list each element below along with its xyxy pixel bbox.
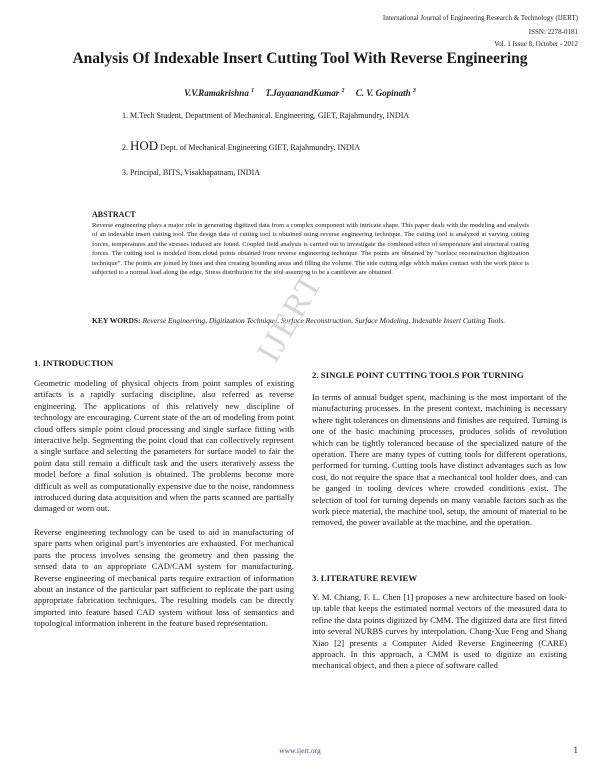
footer-url[interactable]: www.ijert.org (279, 746, 321, 755)
author-3: C. V. Gopinath $^3$ (355, 88, 416, 98)
section-2-heading: 2. SINGLE POINT CUTTING TOOLS FOR TURNING (312, 370, 524, 380)
keywords-text: Reverse Engineering, Digitization Technique, Surface Reconstruction, Surface Modeling, Indexable Insert Cutting Tools. (142, 316, 506, 325)
affiliation-2: 2. HOD Dept. of Mechanical Engineering GIET, Rajahmundry. INDIA (122, 138, 361, 153)
section-1-heading: 1. INTRODUCTION (34, 358, 114, 368)
page-number: 1 (573, 745, 578, 755)
volume-issue: Vol. 1 Issue 8, October - 2012 (494, 40, 578, 48)
affiliation-1: 1. M.Tech Student, Department of Mechanical. Engineering, GIET, Rajahmundry, INDIA (122, 111, 410, 120)
section-2-text: In terms of annual budget spent, machining is the most important of the manufacturing processes. In the present context, machining is necessary where tight tolerances on dimensions and finishes are required. Turning is one of the basic machining processes, produces solids of revolution which can be tightly toleranced because of the specialized nature of the operation. There are many types of cutting tools for different operations, performed for turning. Cutting tools have distinct advantages such as low cost, do not require the space that a mechanical tool holder does, and can be ganged in tooling devices where crowded conditions exist. The selection of tool for turning depends on many variable factors such as the work piece material, the machine tool, setup, the amount of material to be removed, the power available at the machine, and the operation. (312, 392, 567, 528)
author-1: V.V.Ramakrishna $^1$ (184, 88, 255, 98)
keywords-label: KEY WORDS: (92, 316, 141, 325)
section-3-heading: 3. LITERATURE REVIEW (312, 573, 418, 583)
intro-paragraph-2: Reverse engineering technology can be used to aid in manufacturing of spare parts when original part’s inventories are exhausted. For mechanical parts the process involves sensing the geometry and then passing the sensed data to an appropriate CAD/CAM system for manufacturing. Reverse engineering of mechanical parts require extraction of information about an instance of the particular part sufficient to replicate the part using appropriate fabrication techniques. The resulting models can be directly imported into feature based CAD system without loss of semantics and topological information inherent in the feature based representation. (34, 526, 294, 629)
paper-title: Analysis Of Indexable Insert Cutting Tool With Reverse Engineering (72, 50, 528, 67)
journal-name: International Journal of Engineering Research & Technology (IJERT) (382, 14, 578, 22)
left-column (34, 378, 294, 642)
abstract-heading: ABSTRACT (92, 210, 136, 219)
intro-paragraph-1: Geometric modeling of physical objects from point samples of existing artifacts is a rapidly surfacing discipline, also referred as reverse engineering. The applications of this relatively new discipline of technology are encouraging. Current state of the art of modeling from point cloud offers simple point cloud processing and single surface fitting with interactive help. Segmenting the point cloud that can collectively represent a single surface and selecting the parameters for surface model to fair the point data still remain a difficult task and the users iteratively assess the model before a final solution is obtained. The problems become more difficult as well as computationally expensive due to the noise, randomness introduced during data acquisition and when the parts scanned are partially damaged or worn out. (34, 378, 294, 514)
watermark: IJERT (250, 266, 331, 369)
author-list (0, 88, 600, 98)
section-3-text: Y. M. Chiang, F. L. Chen [1] proposes a new architecture based on look-up table that keeps the estimated normal vectors of the measured data to refine the data points digitized by CMM. The digitized data are first fitted into several NURBS curves by interpolation. Chang-Xue Feng and Shang Xiao [2] presents a Computer Aided Reverse Engineering (CARE) approach. In this approach, a CMM is used to digitize an existing mechanical object, and then a piece of software called (312, 592, 567, 671)
abstract-text: Reverse engineering plays a major role in generating digitized data from a complex component with intricate shape. This paper deals with the modeling and analysis of an indexable insert cutting tool. The design data of cutting tool is obtained using reverse engineering technique. The cutting tool is analyzed at varying cutting forces, temperatures and the stresses induced are found. Coupled field analysis is carried out to investigate the combined effect of temperature and structural cutting forces. The cutting tool is modeled from cloud points obtained from reverse engineering technique. The points are obtained by “surface reconstruction digitization technique”. The points are joined by lines and then creating bounding areas and filling the volume. The side cutting edge which makes contact with the work piece is subjected to a normal load along the edge, Stress distribution for the tool assuming to be a cantilever are obtained. (92, 222, 529, 277)
journal-header (383, 14, 578, 50)
affiliation-3: 3. Principal, BITS, Visakhapatnam, INDIA (122, 168, 261, 177)
issn: ISSN: 2278-0181 (528, 27, 578, 36)
author-2: T.JayaanandKumar $^2$ (265, 88, 345, 98)
